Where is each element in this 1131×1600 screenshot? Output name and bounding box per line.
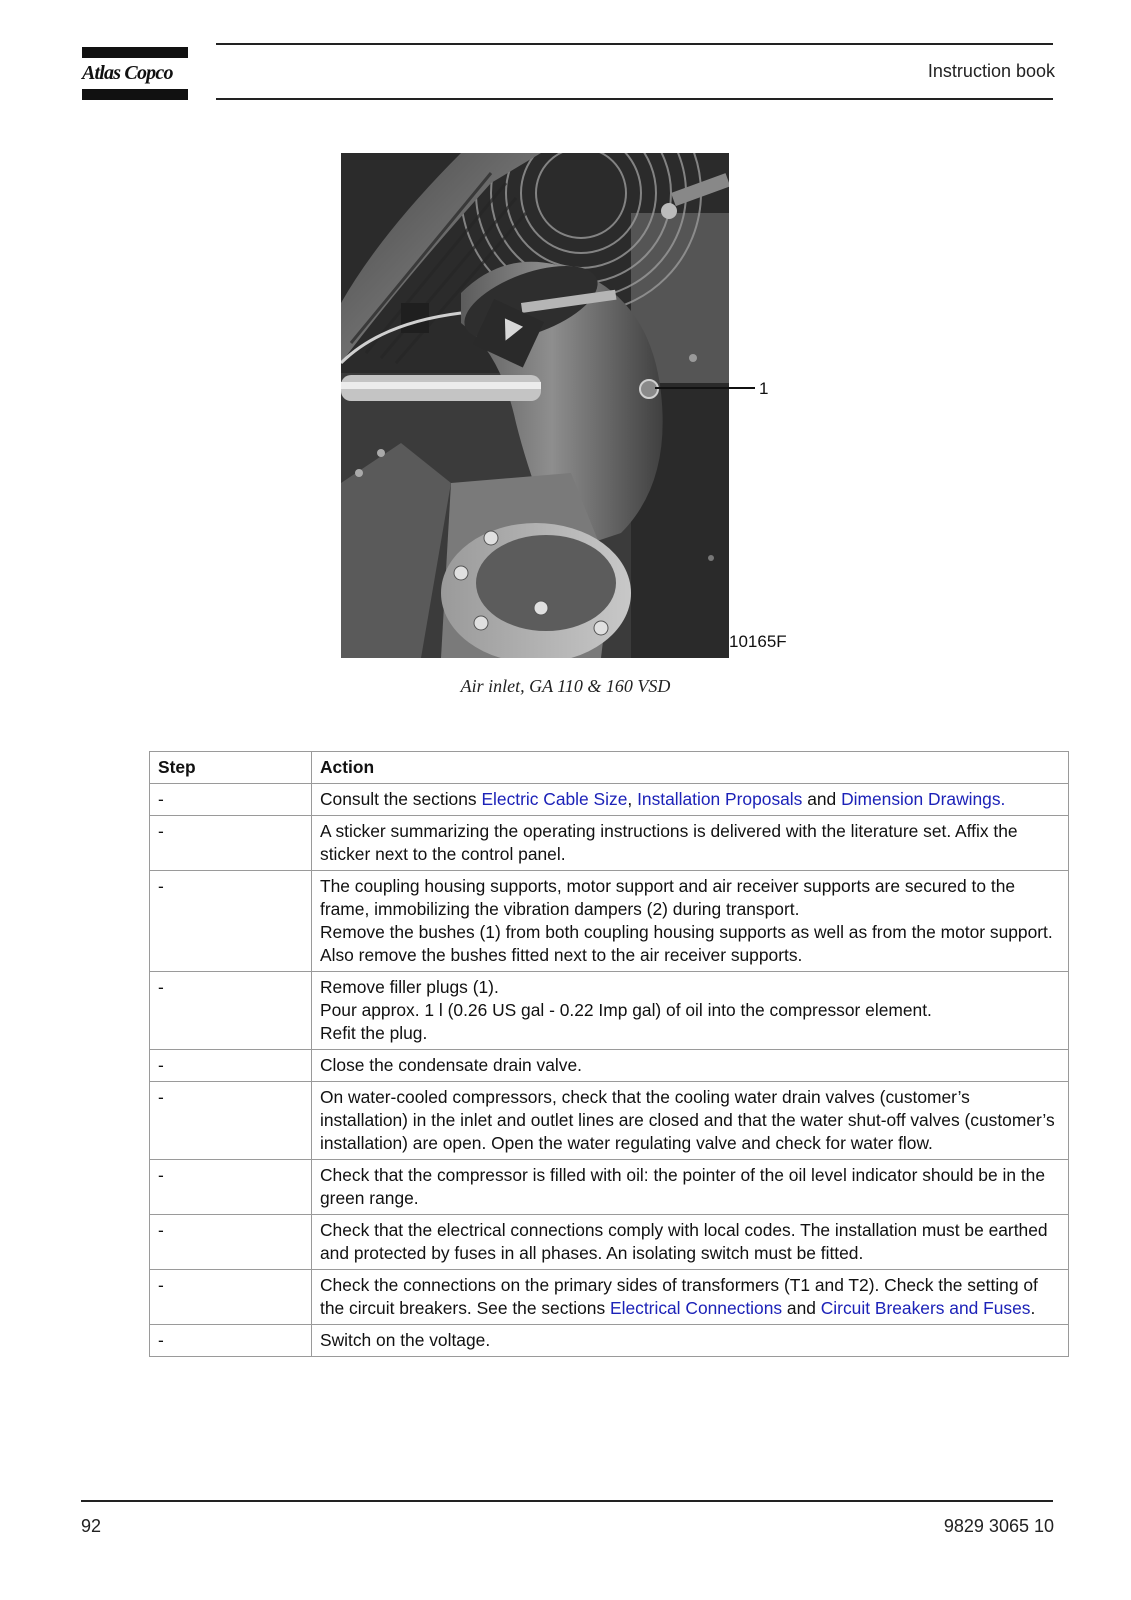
action-text: Consult the sections bbox=[320, 789, 482, 809]
table-header-row bbox=[150, 752, 1069, 784]
step-cell: - bbox=[150, 1325, 312, 1357]
table-row bbox=[150, 972, 1069, 1050]
section-link[interactable]: Electrical Connections bbox=[610, 1298, 783, 1318]
action-text: Remove the bushes (1) from both coupling housing supports as well as from the motor support. Also remove the bushes fitted next to the air receiver supports. bbox=[320, 922, 1053, 965]
action-cell bbox=[312, 816, 1069, 871]
action-cell bbox=[312, 972, 1069, 1050]
figure-caption: Air inlet, GA 110 & 160 VSD bbox=[460, 676, 671, 696]
logo-bar-bottom bbox=[82, 89, 188, 100]
section-link[interactable]: Installation Proposals bbox=[637, 789, 803, 809]
table-row bbox=[150, 1215, 1069, 1270]
table-row bbox=[150, 1160, 1069, 1215]
step-cell: - bbox=[150, 1082, 312, 1160]
page-header-title: Instruction book bbox=[927, 61, 1055, 81]
section-link[interactable]: Dimension Drawings bbox=[841, 789, 1001, 809]
action-cell bbox=[312, 1160, 1069, 1215]
action-text: Check that the electrical connections comply with local codes. The installation must be earthed and protected by fuses in all phases. An isolating switch must be fitted. bbox=[320, 1220, 1048, 1263]
step-cell: - bbox=[150, 871, 312, 972]
table-row bbox=[150, 1270, 1069, 1325]
table-row bbox=[150, 816, 1069, 871]
callout-leader-line bbox=[655, 387, 755, 389]
action-text: On water-cooled compressors, check that the cooling water drain valves (customer’s installation) in the inlet and outlet lines are closed and that the water shut-off valves (customer’s installation) are open. Open the water regulating valve and check for water flow. bbox=[320, 1087, 1055, 1153]
action-cell bbox=[312, 1270, 1069, 1325]
action-text: , bbox=[627, 789, 638, 809]
section-link[interactable]: Circuit Breakers and Fuses bbox=[820, 1298, 1031, 1318]
figure-code: 10165F bbox=[729, 632, 787, 651]
logo-wordmark: Atlas Copco bbox=[82, 62, 173, 84]
action-cell bbox=[312, 1050, 1069, 1082]
action-cell bbox=[312, 871, 1069, 972]
table-row bbox=[150, 1325, 1069, 1357]
action-text: Check the connections on the primary sides of transformers (T1 and T2). Check the setting of the circuit breakers. See the sections bbox=[320, 1275, 1038, 1318]
action-cell bbox=[312, 1325, 1069, 1357]
footer-rule bbox=[81, 1500, 1053, 1502]
step-cell: - bbox=[150, 816, 312, 871]
step-cell: - bbox=[150, 1270, 312, 1325]
callout-number: 1 bbox=[759, 379, 769, 398]
action-text: A sticker summarizing the operating instructions is delivered with the literature set. Affix the sticker next to the control panel. bbox=[320, 821, 1018, 864]
action-column-header: Action bbox=[312, 752, 1069, 784]
action-text: Switch on the voltage. bbox=[320, 1330, 491, 1350]
page-number: 92 bbox=[81, 1516, 102, 1536]
logo-bar-top bbox=[82, 47, 188, 58]
action-text: . bbox=[1030, 1298, 1036, 1318]
air-inlet-photo bbox=[341, 153, 729, 658]
table-row bbox=[150, 871, 1069, 972]
header-rule-top bbox=[216, 43, 1053, 45]
step-column-header: Step bbox=[150, 752, 312, 784]
action-text: Refit the plug. bbox=[320, 1023, 428, 1043]
atlas-copco-logo bbox=[82, 47, 190, 99]
table-row bbox=[150, 1082, 1069, 1160]
action-text: and bbox=[802, 789, 842, 809]
action-text: Check that the compressor is filled with oil: the pointer of the oil level indicator should be in the green range. bbox=[320, 1165, 1045, 1208]
table-row bbox=[150, 784, 1069, 816]
step-cell: - bbox=[150, 972, 312, 1050]
step-cell: - bbox=[150, 1160, 312, 1215]
step-cell: - bbox=[150, 1050, 312, 1082]
action-cell bbox=[312, 1215, 1069, 1270]
section-link[interactable]: . bbox=[1000, 789, 1006, 809]
action-text: Pour approx. 1 l (0.26 US gal - 0.22 Imp gal) of oil into the compressor element. bbox=[320, 1000, 932, 1020]
section-link[interactable]: Electric Cable Size bbox=[481, 789, 628, 809]
action-text: Remove filler plugs (1). bbox=[320, 977, 499, 997]
action-text: Close the condensate drain valve. bbox=[320, 1055, 582, 1075]
table-row bbox=[150, 1050, 1069, 1082]
step-cell: - bbox=[150, 1215, 312, 1270]
action-cell bbox=[312, 784, 1069, 816]
action-text: and bbox=[782, 1298, 821, 1318]
step-cell: - bbox=[150, 784, 312, 816]
action-text: The coupling housing supports, motor support and air receiver supports are secured to the frame, immobilizing the vibration dampers (2) during transport. bbox=[320, 876, 1016, 919]
header-rule-bottom bbox=[216, 98, 1053, 100]
steps-table bbox=[149, 751, 1069, 1357]
action-cell bbox=[312, 1082, 1069, 1160]
document-number: 9829 3065 10 bbox=[943, 1516, 1054, 1536]
steps-table-body bbox=[150, 784, 1069, 1357]
